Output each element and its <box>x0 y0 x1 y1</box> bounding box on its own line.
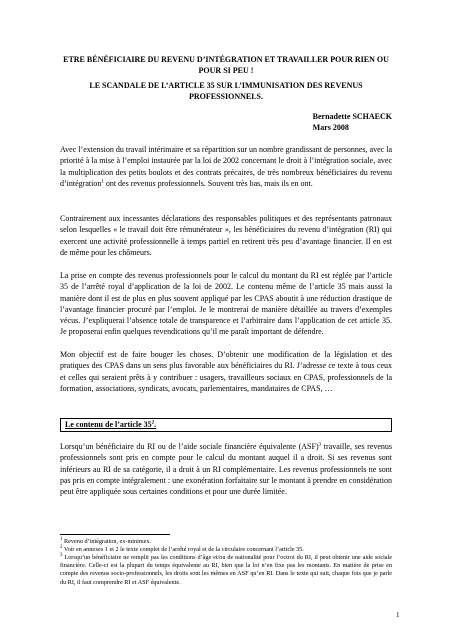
footnote-3-text: Lorsqu’un bénéficiaire ne remplit pas les conditions d’âge et/ou de nationalité pour l’octroi du RI, il peut obtenir une aide sociale financière. Celle-ci est la plupart du temps équivalente au RI, bien que la loi n’en fixe pas les montants. En matière de prise en compte des revenus socio-professionnels, les droits sont les mêmes en ASF qu’en RI. Dans le texte qui suit, chaque fois que je parle du RI, il faut comprendre RI et ASF équivalente. <box>60 554 392 586</box>
footnote-ref-2[interactable]: 2 <box>151 420 155 426</box>
author-name: Bernadette SCHAECK <box>312 112 392 121</box>
footnote-1-text: Revenu d’intégration, ex-minimex. <box>62 538 151 545</box>
footnote-1-number: 1 <box>60 536 63 542</box>
footnote-3 <box>60 554 392 587</box>
document-subtitle: LE SCANDALE DE L’ARTICLE 35 SUR L’IMMUNISATION DES REVENUS PROFESSIONNELS. <box>89 81 363 101</box>
section-heading-box <box>60 418 392 432</box>
document-date: Mars 2008 <box>312 123 349 132</box>
section-heading <box>65 420 156 429</box>
paragraph-content-text-b: travaille, ses revenus professionnels sont pris en compte pour le calcul du montant auquel il a droit. Si ses revenus sont inférieurs au RI de sa catégorie, il a droit à un RI complémentaire. Les revenus professionnels ne sont pas pris en compte intégralement : une exonération forfaitaire sur le montant à prendre en considération peut être appliquée sous certaines conditions et pour une durée limitée. <box>60 442 392 497</box>
paragraph-content <box>60 441 392 497</box>
paragraph-intro-text-a: Avec l’extension du travail intérimaire et sa répartition sur un nombre grandissant de personnes, avec la priorité à la mise à l’emploi instaurée par la loi de 2002 concernant le droit à l’intégration sociale, avec la multiplication des petits boulots et des contrats précaires, de très nombreux bénéficiaires du revenu d’intégration <box>60 145 392 188</box>
document-title: ETRE BÉNÉFICIAIRE DU REVENU D’INTÉGRATION ET TRAVAILLER POUR RIEN OU POUR SI PEU ! <box>63 55 389 75</box>
paragraph-intro-text-b: ont des revenus professionnels. Souvent très bas, mais ils en ont. <box>103 178 313 188</box>
paragraph-content-text-a: Lorsqu’un bénéficiaire du RI ou de l’aide sociale financière équivalente (ASF) <box>60 442 319 451</box>
paragraph-objective: Mon objectif est de faire bouger les choses. D’obtenir une modification de la législation et des pratiques des CPAS dans un sens plus favorable aux bénéficiaires du RI. J’adresse ce texte à tous ceux et celles qui seraient prêts à y contribuer : usagers, travailleurs sociaux en CPAS, professionnels de la formation, associations, syndicats, avocats, parlementaires, mandataires de CPAS, … <box>60 350 392 393</box>
footnote-ref-3[interactable]: 3 <box>318 442 322 448</box>
footnote-2 <box>60 546 392 554</box>
paragraph-context: Contrairement aux incessantes déclarations des responsables politiques et des représentants patronaux selon lesquelles « le travail doit être rémunérateur », les bénéficiaires du revenu d’intégration (RI) qui exercent une activité professionnelle à temps partiel en retirent très peu d’avantage financier. Il en est de même pour les chômeurs. <box>60 214 392 257</box>
footnote-ref-1[interactable]: 1 <box>101 179 104 185</box>
paragraph-article-35: La prise en compte des revenus professionnels pour le calcul du montant du RI est réglée par l’article 35 de l’arrêté royal d’application de la loi de 2002. Le contenu même de l’article 35 mais aussi la manière dont il est de plus en plus souvent appliqué par les CPAS aboutit à une réduction drastique de l’avantage financier procuré par l’emploi. Je le montrerai de manière détaillée au travers d’exemples vécus. J’expliquerai l’absence totale de transparence et l’arbitraire dans l’application de cet article 35. Je proposerai enfin quelques revendications qu’il me paraît important de défendre. <box>60 271 392 337</box>
footnote-2-number: 2 <box>60 544 63 550</box>
page-number: 1 <box>396 611 400 619</box>
section-heading-period: . <box>154 420 157 429</box>
footnote-3-number: 3 <box>60 552 63 558</box>
footnote-1 <box>60 538 392 546</box>
author-block <box>313 111 392 133</box>
footnote-separator <box>60 534 170 535</box>
footnote-2-text: Voir en annexes 1 et 2 le texte complet de l’arrêté royal et de la circulaire concernant l’article 35. <box>62 546 304 553</box>
paragraph-intro <box>60 144 392 189</box>
section-heading-text: Le contenu de l’article 35 <box>65 420 152 429</box>
